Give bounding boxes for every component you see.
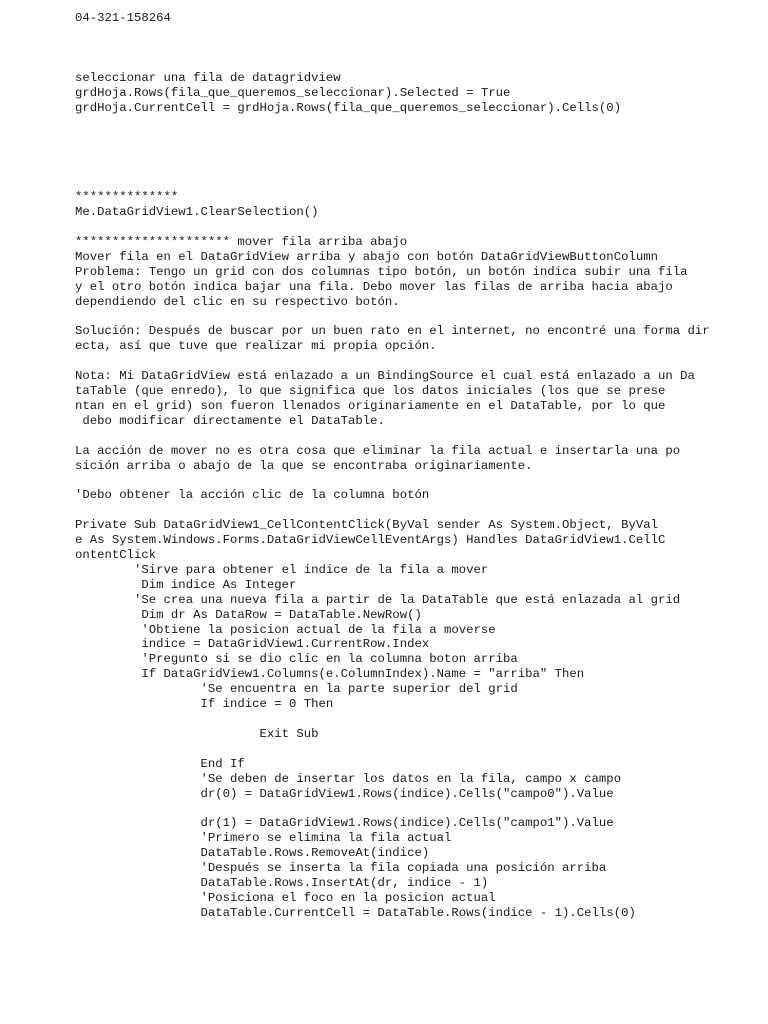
text-line [75, 354, 755, 369]
text-line: 'Después se inserta la fila copiada una posición arriba [75, 861, 607, 876]
text-line: debo modificar directamente el DataTable. [75, 413, 385, 428]
text-line [75, 310, 755, 325]
text-line: ************** [75, 190, 179, 205]
text-line: 'Se crea una nueva fila a partir de la DataTable que está enlazada al grid [75, 592, 681, 607]
text-line: ntan en el grid) son fueron llenados originariamente en el DataTable, por lo que [75, 398, 666, 413]
text-line: DataTable.Rows.RemoveAt(indice) [75, 846, 430, 861]
text-line: Problema: Tengo un grid con dos columnas tipo botón, un botón indica subir una fila [75, 264, 688, 279]
text-line: DataTable.CurrentCell = DataTable.Rows(indice - 1).Cells(0) [75, 905, 636, 920]
text-line: taTable (que enredo), lo que significa que los datos iniciales (los que se prese [75, 384, 666, 399]
text-line [75, 503, 755, 518]
text-line: End If [75, 756, 245, 771]
text-line: Me.DataGridView1.ClearSelection() [75, 205, 319, 220]
text-line: indice = DataGridView1.CurrentRow.Index [75, 637, 430, 652]
text-line: Dim dr As DataRow = DataTable.NewRow() [75, 607, 422, 622]
text-line: Solución: Después de buscar por un buen rato en el internet, no encontré una forma dir [75, 324, 710, 339]
text-line [75, 429, 755, 444]
text-line: If indice = 0 Then [75, 697, 334, 712]
text-line: La acción de mover no es otra cosa que eliminar la fila actual e insertarla una po [75, 443, 681, 458]
document-id: 04-321-158264 [75, 11, 171, 25]
text-line: ontentClick [75, 548, 157, 562]
text-line: 'Obtiene la posicion actual de la fila a moverse [75, 622, 496, 637]
text-line: seleccionar una fila de datagridview [75, 71, 341, 85]
text-line: 'Pregunto si se dio clic en la columna boton arriba [75, 652, 518, 667]
text-line [75, 473, 755, 488]
text-line [75, 131, 755, 146]
text-line: grdHoja.CurrentCell = grdHoja.Rows(fila_que_queremos_seleccionar).Cells(0) [75, 100, 622, 115]
text-line: Nota: Mi DataGridView está enlazado a un BindingSource el cual está enlazado a un Da [75, 369, 695, 384]
text-line: 'Sirve para obtener el indice de la fila a mover [75, 562, 489, 577]
text-line: DataTable.Rows.InsertAt(dr, indice - 1) [75, 875, 489, 890]
text-line: sición arriba o abajo de la que se encontraba originariamente. [75, 458, 533, 473]
text-line [75, 220, 755, 235]
text-line [75, 116, 755, 131]
text-line: 'Posiciona el foco en la posicion actual [75, 890, 496, 905]
text-line [75, 742, 755, 757]
text-line [75, 160, 755, 175]
text-line: 'Debo obtener la acción clic de la columna botón [75, 488, 430, 503]
text-line: 'Primero se elimina la fila actual [75, 831, 452, 846]
text-line: 'Se encuentra en la parte superior del grid [75, 682, 518, 697]
document-body [75, 71, 755, 921]
text-line: If DataGridView1.Columns(e.ColumnIndex).Name = "arriba" Then [75, 667, 585, 682]
text-line: dr(1) = DataGridView1.Rows(indice).Cells("campo1").Value [75, 816, 614, 831]
text-line: e As System.Windows.Forms.DataGridViewCellEventArgs) Handles DataGridView1.CellC [75, 533, 666, 548]
text-line: dependiendo del clic en su respectivo botón. [75, 294, 400, 309]
text-line: Exit Sub [75, 726, 319, 741]
text-line: dr(0) = DataGridView1.Rows(indice).Cells("campo0").Value [75, 786, 614, 801]
text-line: 'Se deben de insertar los datos en la fila, campo x campo [75, 771, 622, 786]
text-line [75, 146, 755, 161]
text-line [75, 175, 755, 190]
text-line [75, 712, 755, 727]
text-line: ecta, así que tuve que realizar mi propia opción. [75, 339, 437, 354]
text-line: ********************* mover fila arriba abajo [75, 234, 408, 249]
text-line: Private Sub DataGridView1_CellContentClick(ByVal sender As System.Object, ByVal [75, 518, 658, 533]
text-line: Mover fila en el DataGridView arriba y abajo con botón DataGridViewButtonColumn [75, 249, 658, 264]
text-line [75, 801, 755, 816]
text-line: grdHoja.Rows(fila_que_queremos_seleccionar).Selected = True [75, 85, 511, 100]
text-line: y el otro botón indica bajar una fila. Debo mover las filas de arriba hacia abajo [75, 279, 673, 294]
text-line: Dim indice As Integer [75, 577, 297, 592]
